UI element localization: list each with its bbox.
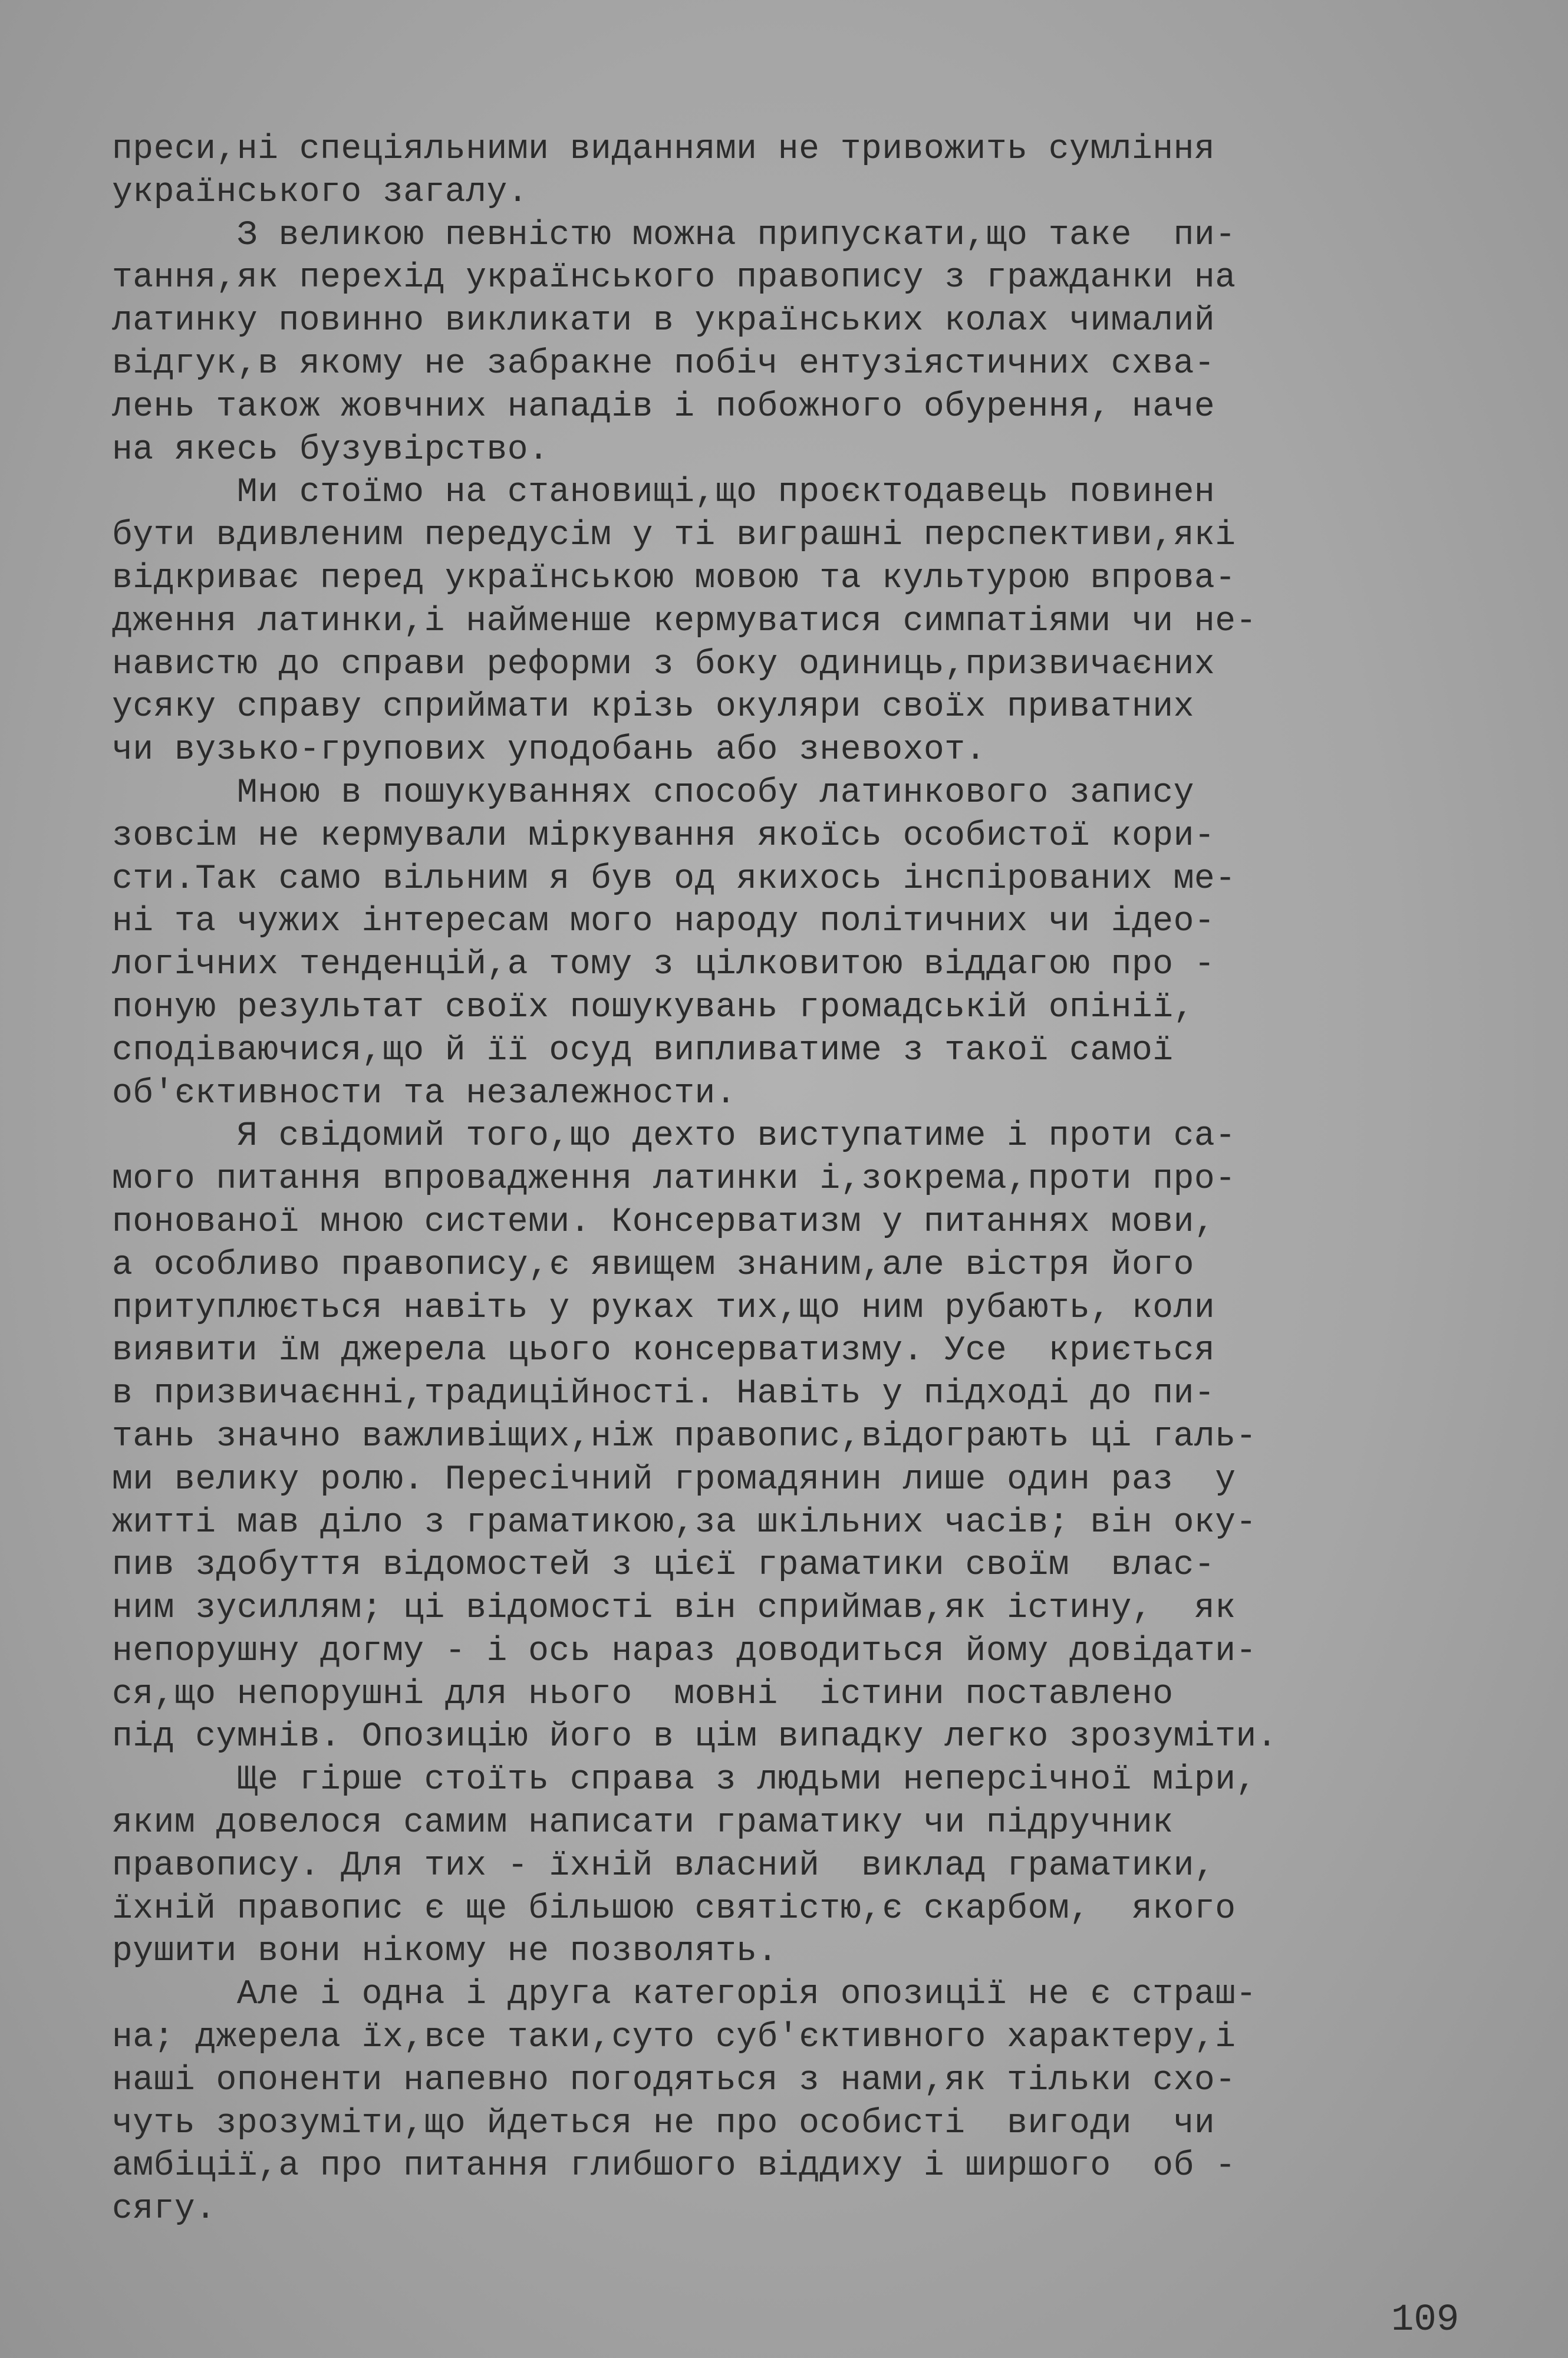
text-line: понованої мною системи. Консерватизм у питаннях мови, — [112, 1203, 1215, 1241]
text-line: тань значно важливіщих,ніж правопис,відограють ці галь- — [112, 1417, 1257, 1456]
text-line: ми велику ролю. Пересічний громадянин лише один раз у — [112, 1460, 1236, 1499]
text-line: мого питання впровадження латинки і,зокрема,проти про- — [112, 1160, 1236, 1199]
text-line: сподіваючися,що й її осуд випливатиме з такої самої — [112, 1031, 1174, 1070]
text-line: З великою певністю можна припускати,що таке пи- — [112, 216, 1236, 255]
page-number: 109 — [1391, 2299, 1460, 2341]
text-line: тання,як перехід українського правопису з гражданки на — [112, 259, 1236, 298]
text-line: ним зусиллям; ці відомості він сприймав,як істину, як — [112, 1589, 1236, 1628]
text-line: на; джерела їх,все таки,суто суб'єктивного характеру,і — [112, 2018, 1236, 2057]
text-line: Мною в пошукуваннях способу латинкового запису — [112, 773, 1194, 812]
text-line: чуть зрозуміти,що йдеться не про особисті вигоди чи — [112, 2104, 1215, 2143]
text-line: поную результат своїх пошукувань громадській опінії, — [112, 988, 1194, 1027]
text-line: амбіції,а про питання глибшого віддиху і ширшого об - — [112, 2147, 1236, 2186]
text-line: їхній правопис є ще більшою святістю,є скарбом, якого — [112, 1889, 1236, 1928]
text-line: логічних тенденцій,а тому з цілковитою віддагою про - — [112, 946, 1215, 984]
page-body-text — [112, 129, 1509, 2231]
text-line: лень також жовчних нападів і побожного обурення, наче — [112, 387, 1215, 426]
text-line: Але і одна і друга категорія опозиції не є страш- — [112, 1975, 1257, 2014]
text-line: навистю до справи реформи з боку одиниць,призвичаєних — [112, 645, 1215, 684]
text-line: житті мав діло з граматикою,за шкільних часів; він оку- — [112, 1503, 1257, 1542]
text-line: бути вдивленим передусім у ті виграшні перспективи,які — [112, 516, 1236, 555]
text-line: Я свідомий того,що дехто виступатиме і проти са- — [112, 1117, 1236, 1156]
text-line: притуплюється навіть у руках тих,що ним рубають, коли — [112, 1289, 1215, 1328]
text-line: пив здобуття відомостей з цієї граматики своїм влас- — [112, 1546, 1215, 1585]
text-line: непорушну догму - і ось нараз доводиться йому довідати- — [112, 1632, 1257, 1671]
text-line: а особливо правопису,є явищем знаним,але вістря його — [112, 1246, 1194, 1285]
text-line: яким довелося самим написати граматику чи підручник — [112, 1804, 1174, 1843]
text-line: правопису. Для тих - їхній власний виклад граматики, — [112, 1846, 1215, 1885]
text-line: латинку повинно викликати в українських колах чималий — [112, 302, 1215, 341]
text-line: відгук,в якому не забракне побіч ентузіястичних схва- — [112, 344, 1215, 383]
text-line: відкриває перед українською мовою та культурою впрова- — [112, 559, 1236, 598]
text-line: об'єктивности та незалежности. — [112, 1074, 737, 1113]
text-line: чи вузько-групових уподобань або зневохот. — [112, 731, 986, 770]
text-line: ні та чужих інтересам мого народу політичних чи ідео- — [112, 903, 1215, 941]
text-line: українського загалу. — [112, 173, 529, 212]
text-line: сти.Так само вільним я був од якихось інспірованих ме- — [112, 859, 1236, 898]
text-line: на якесь бузувірство. — [112, 430, 549, 469]
text-line: наші опоненти напевно погодяться з нами,як тільки схо- — [112, 2061, 1236, 2100]
text-line: преси,ні спеціяльними виданнями не тривожить сумління — [112, 130, 1215, 169]
text-line: сягу. — [112, 2190, 216, 2229]
text-line: під сумнів. Опозицію його в цім випадку легко зрозуміти. — [112, 1718, 1278, 1757]
text-line: в призвичаєнні,традиційності. Навіть у підході до пи- — [112, 1375, 1215, 1414]
text-line: Ми стоїмо на становищі,що проєктодавець повинен — [112, 473, 1215, 512]
text-line: зовсім не кермували міркування якоїсь особистої кори- — [112, 816, 1215, 855]
text-line: виявити їм джерела цього консерватизму. Усе криється — [112, 1332, 1215, 1371]
text-line: рушити вони нікому не позволять. — [112, 1932, 778, 1971]
text-line: ся,що непорушні для нього мовні істини поставлено — [112, 1675, 1174, 1714]
text-line: усяку справу сприймати крізь окуляри своїх приватних — [112, 688, 1194, 727]
text-line: дження латинки,і найменше кермуватися симпатіями чи не- — [112, 602, 1257, 641]
text-line: Ще гірше стоїть справа з людьми неперсічної міри, — [112, 1761, 1257, 1800]
